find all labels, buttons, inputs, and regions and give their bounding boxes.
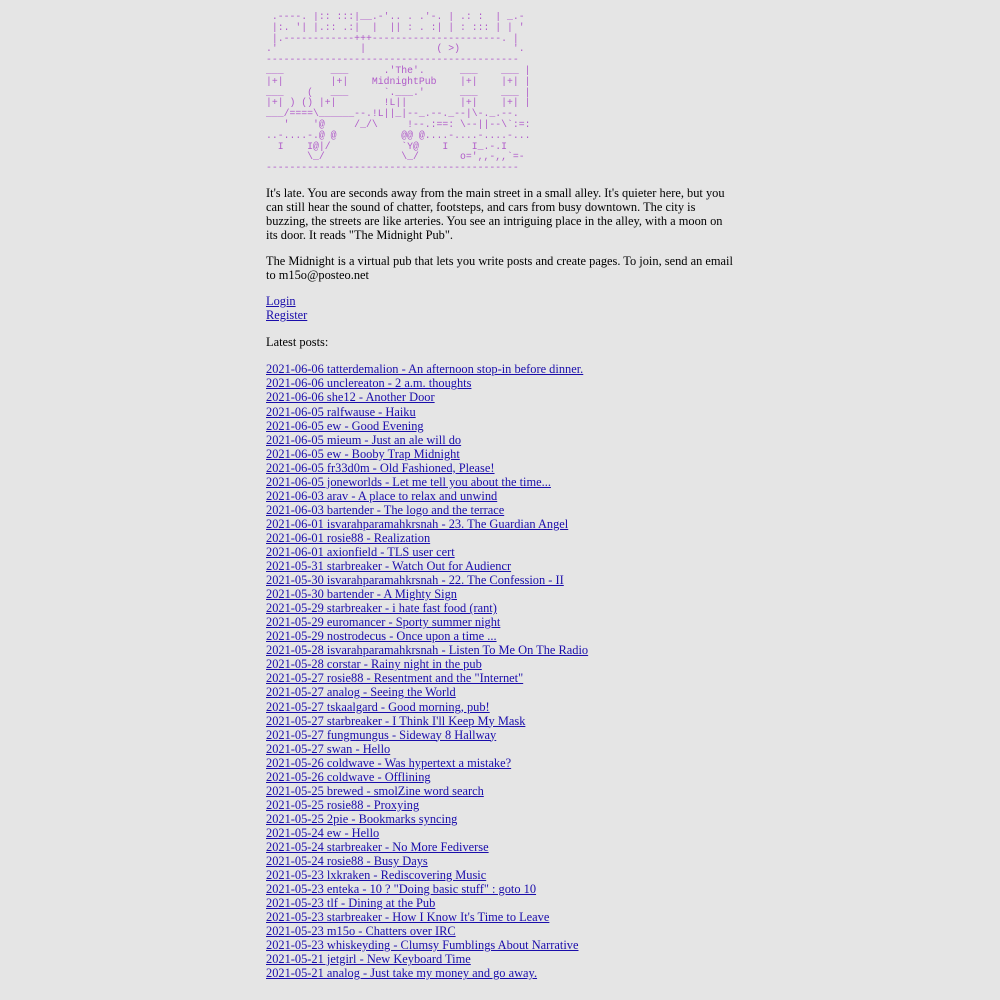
intro-paragraph: It's late. You are seconds away from the main street in a small alley. It's quieter here, but you can still hear the sound of chatter, footsteps, and cars from busy downtown. The city is buzzing, the streets are like arteries. You see an intriguing place in the alley, with a moon on its door. It reads "The Midnight Pub".: [266, 185, 725, 243]
post-link[interactable]: 2021-06-05 mieum - Just an ale will do: [266, 432, 462, 447]
post-link[interactable]: 2021-05-27 rosie88 - Resentment and the "Internet": [266, 671, 524, 686]
post-link[interactable]: 2021-06-06 tatterdemalion - An afternoon stop-in before dinner.: [266, 362, 584, 377]
post-link[interactable]: 2021-05-27 fungmungus - Sideway 8 Hallway: [266, 727, 497, 742]
post-link[interactable]: 2021-05-24 rosie88 - Busy Days: [266, 854, 428, 869]
post-link[interactable]: 2021-05-27 analog - Seeing the World: [266, 685, 456, 700]
midnight-pub-ascii-banner: .----. |:: :::|__.-'.. . .'-. | .: : | _.- |:. '| |.:: .:| | || : . :| | : ::: | | ' |.------------+++----------------------. | .' | ( >) '. ------------------------------------------- ___ ___ .'The'. ___ ___ | |+| |+| MidnightPub |+| |+| | ___ ( ___ `.___.' ___ ___ | |+| ) () |+| !L|| |+| |+| | ___/====\______--.!L||_|--_.--._--|\-._.--. ' '@ /_/\ !--.:==: \--||--\`:=: ..-....-.@ @ @@ @....-....-....-... I I@|/ `Y@ I I_.-.I \_/ \_/ o=',,-,,`=- -------------------------------------------: [266, 12, 531, 174]
post-link[interactable]: 2021-05-30 bartender - A Mighty Sign: [266, 587, 458, 602]
post-link[interactable]: 2021-05-25 2pie - Bookmarks syncing: [266, 811, 458, 826]
post-link[interactable]: 2021-05-27 starbreaker - I Think I'll Keep My Mask: [266, 713, 526, 728]
post-link[interactable]: 2021-06-05 ralfwause - Haiku: [266, 404, 416, 419]
post-link[interactable]: 2021-05-21 analog - Just take my money and go away.: [266, 966, 538, 981]
post-link[interactable]: 2021-05-26 coldwave - Offlining: [266, 769, 431, 784]
post-link[interactable]: 2021-06-01 rosie88 - Realization: [266, 530, 431, 545]
about-paragraph: The Midnight is a virtual pub that lets you write posts and create pages. To join, send an email to m15o@posteo.net: [266, 254, 733, 283]
post-link[interactable]: 2021-06-05 fr33d0m - Old Fashioned, Please!: [266, 460, 495, 475]
auth-links: [266, 294, 736, 322]
post-link[interactable]: 2021-05-25 brewed - smolZine word search: [266, 783, 484, 798]
post-link[interactable]: 2021-05-27 tskaalgard - Good morning, pub!: [266, 699, 490, 714]
post-link[interactable]: 2021-06-05 joneworlds - Let me tell you about the time...: [266, 474, 551, 489]
post-link[interactable]: 2021-05-30 isvarahparamahkrsnah - 22. The Confession - II: [266, 573, 564, 588]
post-link[interactable]: 2021-05-25 rosie88 - Proxying: [266, 797, 420, 812]
post-link[interactable]: 2021-05-28 isvarahparamahkrsnah - Listen To Me On The Radio: [266, 643, 589, 658]
post-link[interactable]: 2021-05-31 starbreaker - Watch Out for Audiencr: [266, 559, 512, 574]
page-content: [266, 12, 736, 980]
latest-posts-heading: Latest posts:: [266, 335, 329, 350]
post-link[interactable]: 2021-05-29 starbreaker - i hate fast food (rant): [266, 601, 497, 616]
post-link[interactable]: 2021-05-23 lxkraken - Rediscovering Music: [266, 868, 487, 883]
post-link[interactable]: 2021-05-28 corstar - Rainy night in the pub: [266, 657, 482, 672]
post-link[interactable]: 2021-05-21 jetgirl - New Keyboard Time: [266, 952, 471, 967]
post-link[interactable]: 2021-05-23 tlf - Dining at the Pub: [266, 896, 436, 911]
post-link[interactable]: 2021-05-29 euromancer - Sporty summer night: [266, 615, 501, 630]
post-link[interactable]: 2021-05-23 whiskeyding - Clumsy Fumblings About Narrative: [266, 938, 579, 953]
post-link[interactable]: 2021-06-01 axionfield - TLS user cert: [266, 544, 455, 559]
post-link[interactable]: 2021-06-01 isvarahparamahkrsnah - 23. The Guardian Angel: [266, 516, 569, 531]
post-link[interactable]: 2021-06-03 arav - A place to relax and unwind: [266, 488, 498, 503]
post-link[interactable]: 2021-05-27 swan - Hello: [266, 741, 391, 756]
post-link[interactable]: 2021-05-23 m15o - Chatters over IRC: [266, 924, 456, 939]
post-link[interactable]: 2021-06-06 she12 - Another Door: [266, 390, 435, 405]
post-link[interactable]: 2021-05-26 coldwave - Was hypertext a mistake?: [266, 755, 512, 770]
post-link[interactable]: 2021-05-29 nostrodecus - Once upon a time ...: [266, 629, 497, 644]
login-link[interactable]: Login: [266, 294, 296, 309]
post-link[interactable]: 2021-06-06 unclereaton - 2 a.m. thoughts: [266, 376, 472, 391]
post-link[interactable]: 2021-05-24 ew - Hello: [266, 825, 380, 840]
post-link[interactable]: 2021-06-03 bartender - The logo and the terrace: [266, 502, 505, 517]
register-link[interactable]: Register: [266, 308, 308, 323]
post-link[interactable]: 2021-05-23 enteka - 10 ? "Doing basic stuff" : goto 10: [266, 882, 537, 897]
post-link[interactable]: 2021-05-24 starbreaker - No More Fediverse: [266, 839, 489, 854]
post-link[interactable]: 2021-06-05 ew - Booby Trap Midnight: [266, 446, 460, 461]
post-link[interactable]: 2021-05-23 starbreaker - How I Know It's Time to Leave: [266, 910, 550, 925]
latest-posts-list: [266, 362, 736, 980]
post-link[interactable]: 2021-06-05 ew - Good Evening: [266, 418, 424, 433]
